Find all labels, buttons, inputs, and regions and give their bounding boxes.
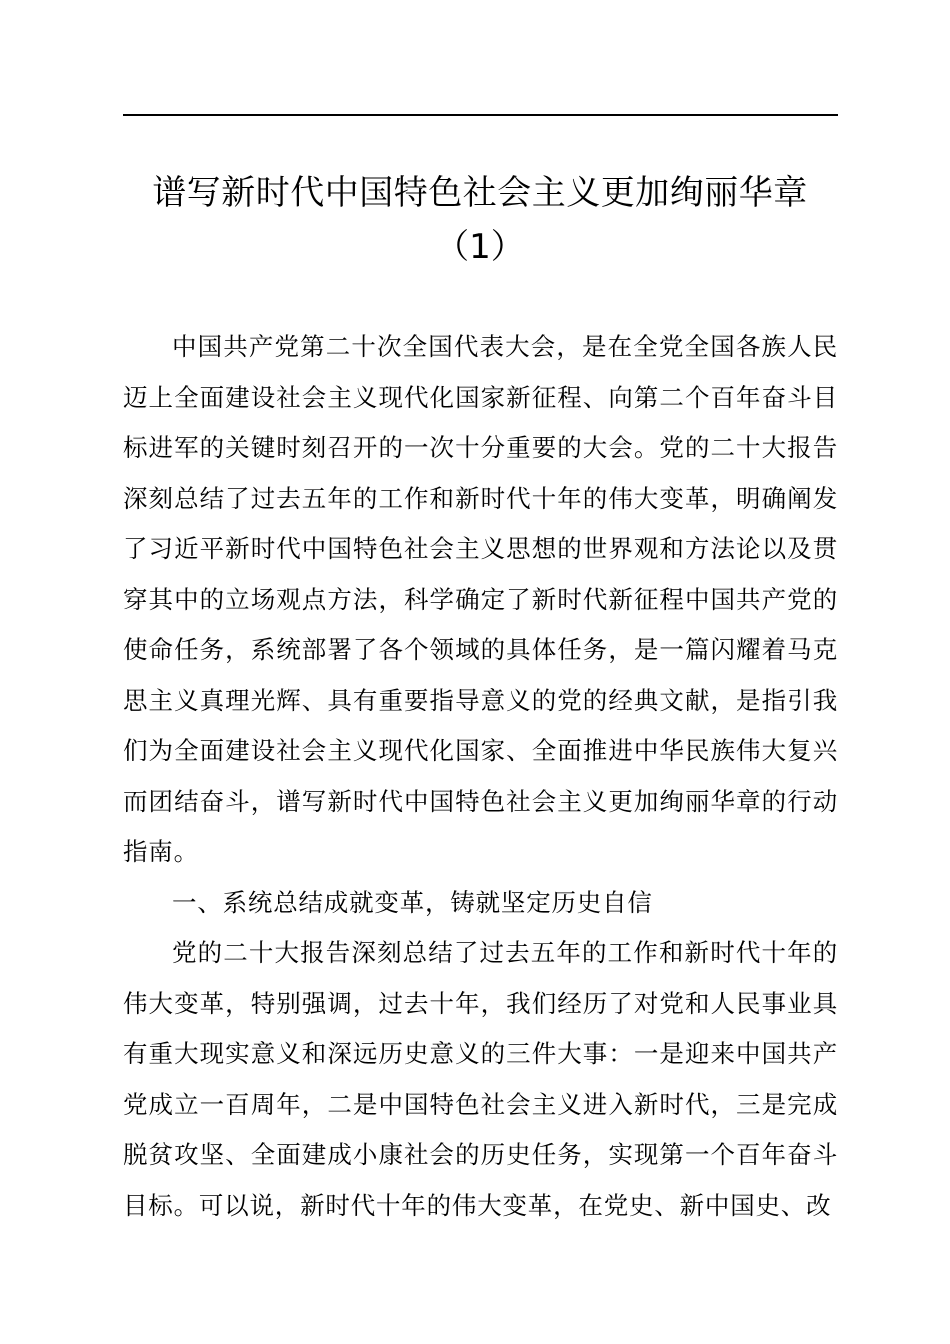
intro-paragraph: 中国共产党第二十次全国代表大会，是在全党全国各族人民迈上全面建设社会主义现代化国家新征程、向第二个百年奋斗目标进军的关键时刻召开的一次十分重要的大会。党的二十大报告深刻总结了过去五年的工作和新时代十年的伟大变革，明确阐发了习近平新时代中国特色社会主义思想的世界观和方法论以及贯穿其中的立场观点方法，科学确定了新时代新征程中国共产党的使命任务，系统部署了各个领域的具体任务，是一篇闪耀着马克思主义真理光辉、具有重要指导意义的党的经典文献，是指引我们为全面建设社会主义现代化国家、全面推进中华民族伟大复兴而团结奋斗，谱写新时代中国特色社会主义更加绚丽华章的行动指南。 (123, 332, 838, 866)
section-paragraph: 党的二十大报告深刻总结了过去五年的工作和新时代十年的伟大变革，特别强调，过去十年，我们经历了对党和人民事业具有重大现实意义和深远历史意义的三件大事：一是迎来中国共产党成立一百周年，二是中国特色社会主义进入新时代，三是完成脱贫攻坚、全面建成小康社会的历史任务，实现第一个百年奋斗目标。可以说，新时代十年的伟大变革，在党史、新中国史、改 (123, 938, 838, 1220)
section-heading: 一、系统总结成就变革，铸就坚定历史自信 (172, 887, 653, 917)
document-body (123, 322, 838, 1231)
document-title: 谱写新时代中国特色社会主义更加绚丽华章 (152, 173, 808, 213)
document-subtitle: （1） (435, 227, 525, 267)
header-rule (123, 114, 838, 116)
